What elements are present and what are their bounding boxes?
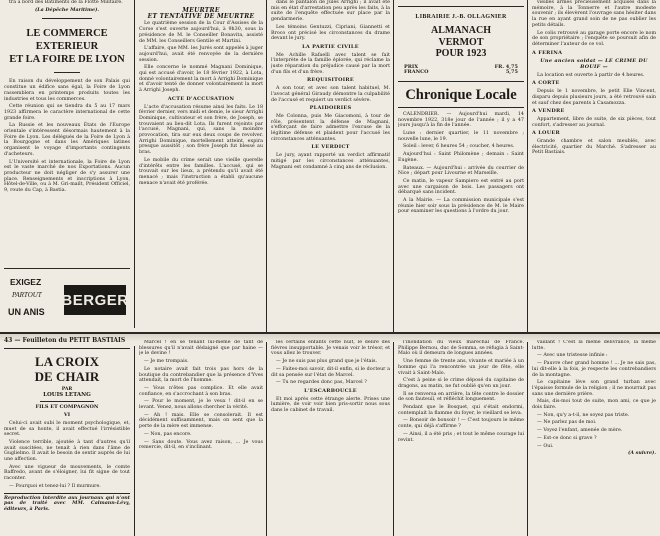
body-paragraph: — Pauvre cher grand homme ! ... Je ne sais pas, lui dit-elle à la fois, je respecte les contrebandiers de la montagne. — [532, 361, 656, 378]
section-heading: PLAIDOIRIES — [309, 105, 352, 112]
column-meurtre — [139, 0, 263, 330]
body-paragraph: Bateaux. — Aujourd'hui : arrivée du courrier de Nice ; départ pour Livourne et Marseille. — [398, 165, 524, 177]
continued-note: (A suivre). — [628, 450, 656, 457]
body-paragraph: Elle concerne le nommé Magnani Dominique, qui est accusé d'avoir, le 18 février 1922, à Lota, donné volontairement la mort à Arrighi Dominique et d'avoir tenté de donner volontairement la mort à Arrighi Joseph. — [139, 65, 263, 94]
body-paragraph: Le notaire avait fait trois pas hors de la boutique du contrebandier que la présence d'Yves attendait, la mort de l'homme. — [139, 366, 263, 384]
chapter-number: VI — [63, 412, 71, 419]
body-paragraph: Mais, dis-moi tout de suite, mon ami, ce que je dois faire. — [532, 399, 656, 411]
body-paragraph: — Faites-moi savoir, dit-il enfin, si le docteur a dit sa pensée sur l'état de Marcel. — [271, 366, 390, 378]
body-paragraph: L'Université et internationale, la Foire de Lyon est le vaste marché de nos Exportations. Aucun producteur ne doit négliger de s'y assurer une place. Renseignements et inscriptions à Lyon, Hôtel-de-Ville, ou à M. Gri-mailt, Président Officiel, 9, route du Cap, à Bastia. — [4, 159, 130, 194]
headline-commerce: LE COMMERCE EXTERIEUR ET LA FOIRE DE LYON — [9, 28, 125, 66]
column-chronique — [398, 0, 524, 330]
section-heading: A FERINA — [532, 49, 563, 56]
section-heading: ACTE D'ACCUSATION — [167, 95, 235, 102]
body-paragraph: Le colis retrouvé au garage porte encore le nom de son propriétaire ; l'enquête se poursuit afin de déterminer l'auteur de ce vol. — [532, 30, 656, 47]
section-heading: L'ESCARBOUCLE — [304, 387, 357, 394]
reproduction-notice: Reproduction interdite aux journaux qui n'ont pas de traité avec MM. Calmann-Lévy, éditeurs, à Paris. — [4, 494, 130, 512]
body-paragraph: — Je me trompais. — [144, 359, 189, 365]
body-paragraph: Et moi après cette étrange alerte. Prises une lumière, de voir voir bien pris-sortir nous sous dans le cabinet de travail. — [271, 396, 390, 414]
column-rule — [266, 0, 267, 536]
ad-text-partout: PARTOUT — [12, 291, 42, 299]
body-paragraph: vieilles armes précieusement acquises dans la mémoire, à la Tonnerre et l'autre modeste souvenir ; ils élevèrent l'ouvrage sans hésiter dans la rue en ayant grand soin de ne pas oublier les petits détails. — [532, 0, 656, 28]
body-paragraph: — Oui. — [537, 443, 554, 449]
body-paragraph: — Avec une tristesse infinie : — [537, 353, 608, 359]
feuilleton-column — [398, 340, 524, 536]
body-paragraph: Le capitaine lève son grand turban avec l'épaisse formule de la religion ; il ne mourrait pas sans une dernière prière. — [532, 380, 656, 397]
feuilleton-column — [4, 337, 130, 536]
body-paragraph: — Sans doute. Vous avez raison, ... Je vous remercie, dit-il, en s'inclinant. — [139, 439, 263, 451]
column-rule — [393, 0, 394, 536]
body-paragraph: — Est-ce donc si grave ? — [537, 435, 597, 441]
column-rule — [134, 0, 135, 328]
section-heading: A CORTE — [532, 80, 560, 87]
body-paragraph: Violence terrible, ajoutée à tant d'autres qu'il avait suscitées, ne tenait à rien dans l'âme de Guglielmo. Il avait le besoin de sentir auprès de lui une affection. — [4, 439, 130, 463]
chronique-title: Chronique Locale — [405, 86, 517, 103]
body-paragraph: En raison du développement de son Palais qui constitue un édifice sans égal, la Foire de Lyon rassemblera en printemps produits toutes les industries et tous les commerces. — [4, 79, 130, 102]
price-row: FRANCO 5,75 — [404, 69, 518, 76]
body-paragraph: Soleil : lever, 6 heures 54 ; coucher, 4 heures. — [403, 144, 515, 150]
body-paragraph: — Pourquoi et tenez-lui ? Il murmure. — [9, 483, 101, 489]
body-paragraph: A la Mairie. — La commission municipale s'est réunie hier soir sous la présidence de M. le Maire pour examiner les questions à l'ordre du jour. — [398, 198, 524, 215]
body-paragraph: Pendant que le Bosquet, qui s'était endormi, contemplait la flamme du foyer, le vieillard se leva. — [398, 405, 524, 416]
price-row: PRIX FR. 4,75 — [404, 63, 518, 70]
almanach-title: ALMANACH VERMOT POUR 1923 — [431, 25, 491, 59]
body-paragraph: — Je ne suis pas plus grand que je l'étais. — [276, 359, 378, 365]
credit-line: (La Dépêche Maritime). — [34, 6, 100, 13]
body-paragraph: C'est à peine si le crime déposé du capitaine de dragons, au matin, ne fut oublié qu'en un jour. — [398, 378, 524, 389]
body-paragraph: Appartement, libre de suite, de six pièces, tout confort, s'adresser au journal. — [532, 116, 656, 128]
body-paragraph: L'acte d'accusation résume ainsi les faits. Le 18 février dernier, vers midi et demie, le sieur Arrighi Dominique, cultivateur et son frère, de Joseph, se trouvaient au lieu-dit Lota. Ils furent rejoints par l'accusé, Magnani, qui, sans la moindre provocation, tira sur eux deux coups de revolver. Arrighi Dominique, mortellement atteint, expira presque aussitôt ; son frère Joseph fut blessé au bras. — [139, 104, 263, 156]
body-paragraph: — Non, qu'y a-t-il, ne soyez pas triste. — [537, 412, 630, 418]
part-title: FILS ET COMPAGNON — [35, 404, 99, 411]
body-paragraph: Me Colonna, puis Me Giacomoni, à tour de rôle, présentent la défense de Magnani, s'efforçant de faire admettre l'excuse de la légitime défense et plaident pour l'accusé les circonstances atténuantes. — [271, 113, 390, 142]
body-paragraph: Avec une vigueur de mouvements, le comte Baffredo, avant de s'éloigner, lui fit signe de tout raconter. — [4, 464, 130, 482]
body-paragraph: Me Achille Rafaelli avec talent se fait l'interprète de la famille éplorée, qui réclame la juste réparation du préjudice causé par la mort d'un fils et d'un frère. — [271, 52, 390, 75]
body-paragraph: Le jury, ayant rapporté un verdict affirmatif mitigé par les circonstances atténuantes, Magnani est condamné à cinq ans de réclusion. — [271, 153, 390, 170]
body-paragraph: — Voyez l'enfant, amenée de mère. — [537, 428, 623, 434]
section-subheading: Une ancien soldat — LE CRIME DU BOUIF — — [540, 58, 648, 71]
body-paragraph: CALENDRIER. — Aujourd'hui mardi, 14 novembre 1922, 318e jour de l'année ; il y a 47 jours jusqu'à la fin de l'année. — [398, 111, 524, 129]
feuilleton-column — [532, 340, 656, 536]
librairie-header: LIBRAIRIE J.-B. OLLAGNIER — [415, 14, 507, 20]
body-paragraph: Le mobile du crime serait une vieille querelle d'intérêts entre les familles. L'accusé, qui se trouvait sur les lieux, a prétendu qu'il avait été menacé ; mais l'instruction a établi qu'aucune menace n'avait été proférée. — [139, 157, 263, 186]
body-paragraph: L'affaire, que MM. les Jurés sont appelés à juger aujourd'hui, avait été renvoyée de la dernière session. — [139, 46, 263, 63]
body-paragraph: La location est ouverte à partir de 4 heures. — [537, 72, 645, 78]
section-heading: LE VERDICT — [311, 144, 350, 151]
body-paragraph: — Non, pas encore. — [144, 431, 192, 437]
body-paragraph: vaillant ! C'est la même délivrance, la même lutte. — [532, 340, 656, 351]
body-paragraph: Cette réunion qui se tiendra du 5 au 17 mars 1923 affirmera le caractère international de cette grande foire. — [4, 104, 130, 121]
byline-par: PAR — [61, 387, 73, 392]
author-name: LOUIS LETANG — [43, 391, 91, 398]
body-paragraph: Les témoins Gentuzzi, Cipriani, Giannetti et Broco ont précisé les circonstances du drame devant le jury. — [271, 24, 390, 42]
body-paragraph: — Ainsi, il a été pris ; et tout le même courage lui revint. — [398, 431, 524, 443]
body-paragraph: Ce matin, le vapeur Sampiero est entré au port avec une cargaison de bois. Les passagers ont débarqué sans incident. — [398, 178, 524, 196]
body-paragraph: les certains enfants cette nuit, le délire des fièvres insupportable. Je venais voir le trésor, et vous allez le trouver. — [271, 340, 390, 357]
body-paragraph: dans le pantalon de Jules Arrighi ; il avait été mis en état d'arrestation peu après les faits, à la suite de l'enquête effectuée sur place par la gendarmerie. — [271, 0, 390, 23]
body-paragraph: Il se renversa en arrière, la tête contre le dossier de son fauteuil, et réfléchit longuement. — [398, 391, 524, 403]
body-paragraph: — Vous n'êtes pas complice. Et elle avait confiance, en s'accrochant à son bras. — [139, 385, 263, 397]
feuilleton-headline: LA CROIX DE CHAIR — [34, 354, 100, 384]
body-paragraph: l'inondation du vieux maréchal de France. Philippe Bernou, duc de Somma, se réfugia à Saint-Malo où il demeura de longues années. — [398, 340, 524, 357]
body-paragraph: Depuis le 1 novembre, le petit Elie Vincent, disparu depuis plusieurs jours, a été retrouvé sain et sauf chez des parents à Casamozza. — [532, 89, 656, 106]
section-heading: A LOUER — [532, 130, 560, 137]
column-rule — [134, 346, 135, 536]
body-paragraph: A son tour, et avec son talent habituel, M. l'avocat général Giraudy démontre la culpabilité de l'accusé et requiert un verdict sévère. — [271, 86, 390, 103]
feuilleton-column — [139, 340, 263, 536]
body-paragraph: Lune : dernier quartier, le 11 novembre ; nouvelle lune, le 19. — [398, 131, 524, 142]
column-local-news — [532, 0, 656, 330]
feuilleton-banner: 43 — Feuilleton du PETIT BASTIAIS — [4, 337, 126, 344]
feuilleton-column — [271, 340, 390, 536]
body-paragraph: Le quatrième session de la Cour d'Assises de la Corse s'est ouverte aujourd'hui, à 9h30, sous la présidence de M. le Conseiller Bonavita, assisté de MM. les Conseillers Gentile et Martini. — [139, 21, 263, 44]
body-paragraph: Une femme de trente ans, vivante et mariée à un homme qui l'a rencontrée un jour de fête, elle vivait à Saint-Malo. — [398, 359, 524, 376]
body-paragraph: Grande chambre et salon meublés, avec électricité, quartier du Marché. S'adresser au Petit Bastiais. — [532, 139, 656, 156]
body-paragraph: — Ah ! mais. Elle se consolerait. Il est décidément suffisamment, mais on sent que la perte de la mère est immense. — [139, 412, 263, 430]
headline-meurtre: MEURTRE ET TENTATIVE DE MEURTRE — [147, 7, 255, 20]
section-heading: REQUISITOIRE — [307, 77, 354, 84]
berger-ad — [4, 268, 130, 329]
body-paragraph: — Ne parlez pas de moi. — [537, 420, 597, 426]
column-rule — [527, 0, 528, 536]
article-snippet: tra à bord des Bâtiments de la Flotte Militaire. — [9, 0, 123, 5]
body-paragraph: Celui-ci avait subi le moment psychologique, et, muet de sa honte, il avait effectué l'irrésistible secret. — [4, 420, 130, 438]
berger-logo: BERGER — [64, 285, 126, 315]
body-paragraph: La Russie et les nouveaux États de l'Europe orientale s'intéressent désormais hautement à la Foire de Lyon. Les délégués de la Foire de Lyon à la Bourgogne et dans les Amériques latines organisent le voyage d'importants contingents d'acheteurs. — [4, 123, 130, 157]
body-paragraph: — Tu ne regardes donc pas, Marcel ? — [276, 380, 367, 386]
section-heading: LA PARTIE CIVILE — [302, 43, 359, 50]
body-paragraph: Aujourd'hui : Saint Philomène ; demain : Saint Eugène. — [398, 152, 524, 163]
body-paragraph: — Bonsoir de bonsoir ! — C'est toujours le même conte, qui déjà s'affirme ? — [398, 418, 524, 430]
column-verdict — [271, 0, 390, 330]
ad-text-exigez: EXIGEZ — [10, 277, 42, 287]
section-heading: A VENDRE — [532, 108, 565, 115]
ad-text-anis: UN ANIS — [8, 307, 45, 317]
body-paragraph: Marcel ! en se tenant lui-même de tant de blessures qu'il n'avait dédaigné que par haine — je le devine ! — [139, 340, 263, 357]
body-paragraph: — Pour le moment, je le veux ! dit-il en se levant. Venez, nous allons chercher la vérité. — [139, 399, 263, 411]
